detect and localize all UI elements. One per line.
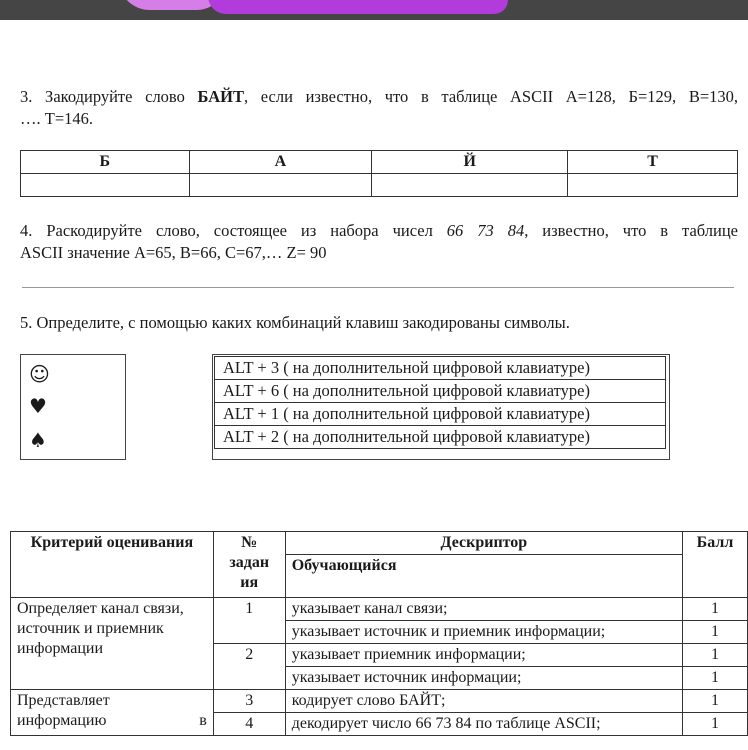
combo-item: ALT + 2 ( на дополнительной цифровой клавиатуре) — [215, 426, 666, 449]
top-banner — [0, 0, 748, 20]
descriptor-cell: указывает канал связи; — [285, 598, 682, 621]
answer-cell[interactable] — [568, 174, 738, 197]
criterion-text: Представляет — [17, 692, 110, 709]
heart-icon: ♥ — [29, 394, 47, 418]
descriptor-cell: указывает источник и приемник информации; — [285, 621, 682, 644]
criteria-table — [10, 531, 748, 736]
score-cell: 1 — [683, 644, 748, 667]
task-cell: 4 — [213, 713, 285, 736]
combos-table — [214, 356, 666, 449]
task-cell: 1 — [213, 598, 285, 644]
score-cell: 1 — [683, 667, 748, 690]
descriptor-cell: кодирует слово БАЙТ; — [285, 690, 682, 713]
descriptor-header: Дескриптор — [285, 532, 682, 555]
table-header: Й — [372, 151, 568, 174]
score-cell: 1 — [683, 598, 748, 621]
criterion-text: информацию в — [17, 712, 207, 729]
criterion-cell — [11, 690, 214, 736]
descriptor-cell: указывает приемник информации; — [285, 644, 682, 667]
score-header: Балл — [683, 532, 748, 598]
task4-text: 4. Раскодируйте слово, состоящее из набора чисел 66 73 84, известно, что в таблице — [20, 221, 738, 240]
table-header: А — [189, 151, 372, 174]
combo-item: ALT + 3 ( на дополнительной цифровой клавиатуре) — [215, 357, 666, 380]
task-cell: 3 — [213, 690, 285, 713]
answer-cell[interactable] — [189, 174, 372, 197]
task3-text: 3. Закодируйте слово БАЙТ, если известно, что в таблице ASCII А=128, Б=129, В=130, — [20, 87, 739, 106]
criterion-cell: Определяет канал связи, источник и приемник информации — [11, 598, 214, 690]
task3-text-line2: …. Т=146. — [20, 109, 94, 128]
score-cell: 1 — [683, 713, 748, 736]
score-cell: 1 — [683, 690, 748, 713]
answer-cell[interactable] — [21, 174, 190, 197]
smiley-icon: ☺ — [29, 362, 50, 386]
student-header: Обучающийся — [285, 555, 682, 598]
task4-text-line2: ASCII значение A=65, B=66, C=67,… Z= 90 — [20, 243, 327, 262]
task-no-header: № задан ия — [213, 532, 285, 598]
answer-line — [22, 287, 734, 288]
decorative-shape — [208, 0, 508, 14]
criterion-header: Критерий оценивания — [11, 532, 214, 598]
table-header: Т — [568, 151, 738, 174]
task5-text: 5. Определите, с помощью каких комбинаций клавиш закодированы символы. — [20, 313, 570, 332]
descriptor-cell: декодирует число 66 73 84 по таблице ASCII; — [285, 713, 682, 736]
answer-cell[interactable] — [372, 174, 568, 197]
spade-icon: ♠ — [29, 428, 47, 452]
descriptor-cell: указывает источник информации; — [285, 667, 682, 690]
symbols-box — [20, 354, 126, 460]
encode-table — [20, 150, 738, 197]
combo-item: ALT + 1 ( на дополнительной цифровой клавиатуре) — [215, 403, 666, 426]
table-header: Б — [21, 151, 190, 174]
task-cell: 2 — [213, 644, 285, 690]
score-cell: 1 — [683, 621, 748, 644]
combo-item: ALT + 6 ( на дополнительной цифровой клавиатуре) — [215, 380, 666, 403]
